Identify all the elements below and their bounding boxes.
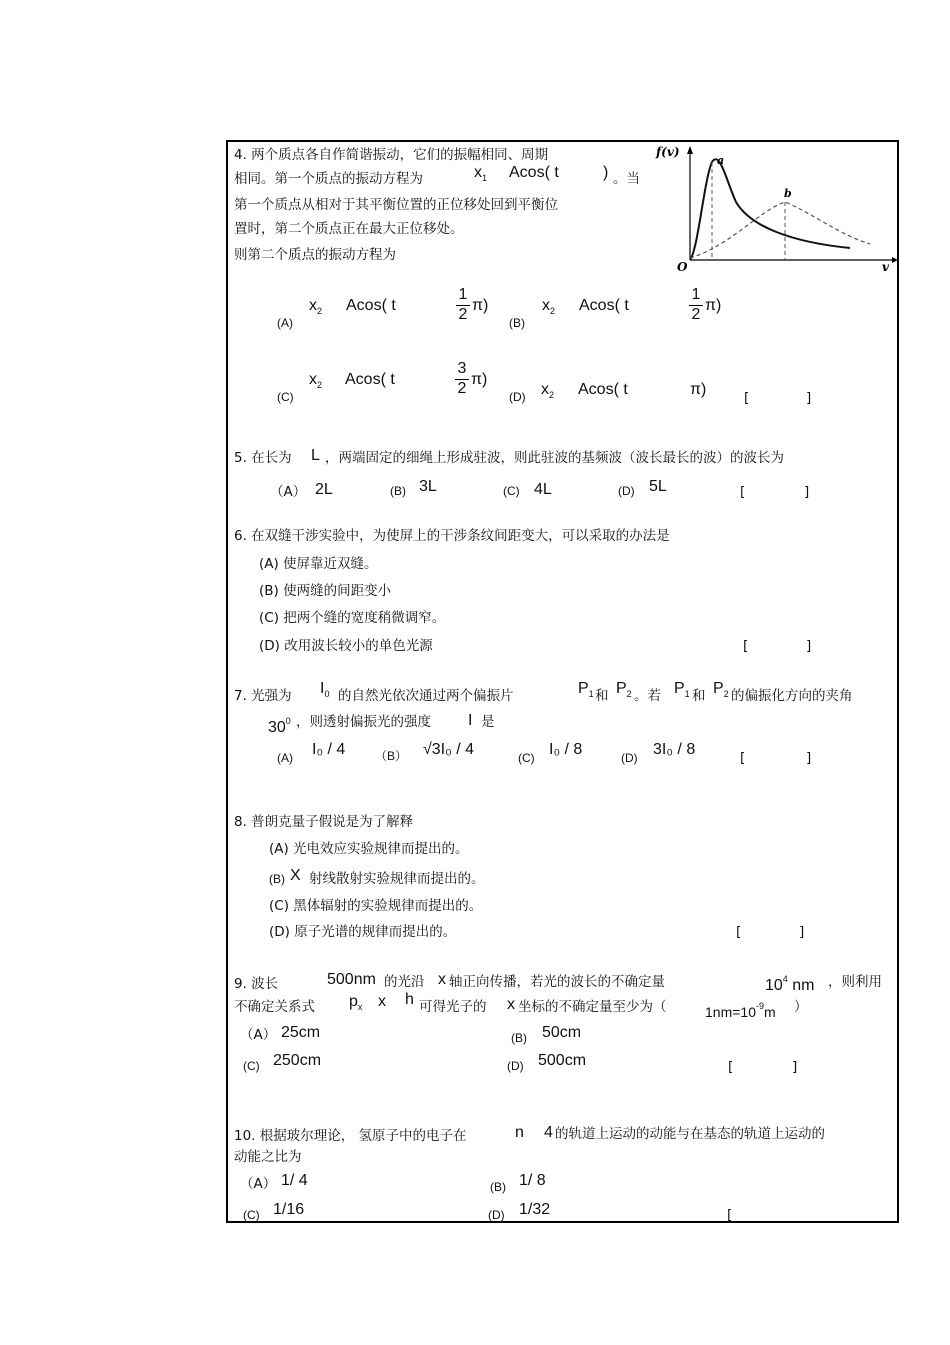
q4-eq1-tail: 。当 (613, 171, 640, 187)
q9-optD-label[interactable]: (D) (507, 1059, 524, 1073)
q8-stem: 8. 普朗克量子假说是为了解释 (234, 814, 414, 830)
q5-optC-label[interactable]: (C) (503, 484, 520, 498)
q4-answer-bracket-open: [ (744, 390, 750, 406)
q10-optD: 1/32 (519, 1201, 551, 1218)
q6-answer-bracket-close: ] (806, 638, 812, 654)
q4-line4: 置时，第二个质点正在最大正位移处。 (234, 221, 464, 237)
q7-optC-label[interactable]: (C) (518, 751, 535, 765)
q9-optA-label[interactable]: （A） (240, 1027, 277, 1043)
q4-answer-bracket-close: ] (806, 390, 812, 406)
q9-optC: 250cm (273, 1052, 322, 1069)
q4-optC-fraction: 3 2 (455, 360, 469, 399)
q7-answer-bracket-close: ] (806, 750, 812, 766)
q7-optA: I₀ / 4 (312, 741, 346, 758)
q10-optD-label[interactable]: (D) (488, 1208, 505, 1222)
q8-optB-X: X (290, 867, 301, 884)
figure-x-arrow (892, 257, 898, 263)
q8-answer-bracket-open: [ (736, 924, 742, 940)
q10-n: n (515, 1124, 524, 1141)
q5-answer-bracket-close: ] (804, 484, 810, 500)
q7-line2: ，则透射偏振光的强度 (296, 714, 431, 730)
q4-line1: 4. 两个质点各自作简谐振动，它们的振幅相同、周期 (234, 147, 549, 163)
q10-post: 的轨道上运动的动能与在基态的轨道上运动的 (555, 1126, 825, 1142)
q7-I0: $I_0$ (320, 680, 330, 700)
q7-P1b: $P_1$ (674, 680, 690, 700)
q9-answer-bracket-open: [ (728, 1059, 734, 1075)
q9-mid1: 的光沿 (384, 974, 425, 990)
q6-optB[interactable]: (B) 使两缝的间距变小 (259, 583, 392, 599)
figure-y-label: f(v) (656, 145, 680, 159)
q4-optA-fraction: 1 2 (456, 286, 470, 325)
q5-L: L (311, 447, 320, 464)
q7-optD: 3I₀ / 8 (653, 741, 696, 758)
q9-optD: 500cm (538, 1052, 587, 1069)
q8-optB-label[interactable]: (B) (269, 872, 285, 886)
q4-eq1-x: $x_1$ (474, 164, 488, 184)
q4-eq1-close: ) (603, 164, 609, 181)
q7-answer-bracket-open: [ (740, 750, 746, 766)
q9-pre: 9. 波长 (234, 976, 279, 992)
q6-stem: 6. 在双缝干涉实验中，为使屏上的干涉条纹间距变大，可以采取的办法是 (234, 528, 670, 544)
q10-optA-label[interactable]: （A） (240, 1176, 277, 1192)
q9-h: h (405, 991, 414, 1008)
q4-optB-x: $x_2$ (542, 297, 556, 317)
q9-nm-conversion: $1nm=10^{-9}m$ (705, 1001, 776, 1020)
q5-post: ，两端固定的细绳上形成驻波，则此驻波的基频波（波长最长的波）的波长为 (325, 450, 784, 466)
q4-optA-body: Acos( t (346, 297, 396, 314)
q9-optB-label[interactable]: (B) (511, 1031, 527, 1045)
q8-optA[interactable]: (A) 光电效应实验规律而提出的。 (269, 841, 469, 857)
q10-optA: 1/ 4 (281, 1172, 308, 1189)
q6-optC[interactable]: (C) 把两个缝的宽度稍微调窄。 (259, 610, 446, 626)
q9-answer-bracket-close: ] (792, 1059, 798, 1075)
q9-line2: 不确定关系式 (234, 999, 315, 1015)
q7-I: I (468, 712, 473, 729)
q4-optB-fraction: 1 2 (689, 286, 703, 325)
q7-optA-label[interactable]: (A) (277, 751, 293, 765)
q8-optC[interactable]: (C) 黑体辐射的实验规律而提出的。 (269, 898, 483, 914)
curve-b (690, 202, 870, 258)
q8-optD[interactable]: (D) 原子光谱的规律而提出的。 (269, 924, 457, 940)
figure-origin-label: O (677, 260, 688, 274)
q4-optD-pi: π) (690, 381, 707, 398)
q9-optA: 25cm (281, 1024, 321, 1041)
q5-optD-label[interactable]: (D) (618, 484, 635, 498)
q7-and2: 和 (692, 688, 706, 704)
q10-answer-bracket-open: [ (727, 1207, 733, 1223)
q7-and1: 和 (595, 688, 609, 704)
q10-optB-label[interactable]: (B) (490, 1180, 506, 1194)
q5-pre: 5. 在长为 (234, 450, 292, 466)
q4-line2: 相同。第一个质点的振动方程为 (234, 171, 423, 187)
q4-optC-pi: π) (471, 371, 488, 388)
q10-line2: 动能之比为 (234, 1149, 302, 1165)
q7-mid2: 。若 (634, 688, 661, 704)
q9-optB: 50cm (542, 1024, 582, 1041)
q10-pre: 10. 根据玻尔理论， 氢原子中的电子在 (234, 1128, 467, 1144)
q7-pre: 7. 光强为 (234, 688, 292, 704)
q10-optC: 1/16 (273, 1201, 305, 1218)
q8-optB[interactable]: 射线散射实验规律而提出的。 (309, 871, 485, 887)
q7-mid1: 的自然光依次通过两个偏振片 (338, 688, 514, 704)
q8-answer-bracket-close: ] (799, 924, 805, 940)
q7-is: 是 (481, 714, 495, 730)
q9-xx: x (378, 993, 386, 1010)
q9-mid2: 轴正向传播，若光的波长的不确定量 (449, 974, 665, 990)
q9-mid4: 坐标的不确定量至少为（ (518, 999, 667, 1015)
q5-optA-label[interactable]: （A） (270, 484, 307, 500)
q9-mid3: 可得光子的 (419, 999, 487, 1015)
q4-eq1-body: Acos( t (509, 164, 559, 181)
q4-optB-body: Acos( t (579, 297, 629, 314)
q10-optC-label[interactable]: (C) (243, 1208, 260, 1222)
q9-lambda: 500nm (327, 971, 376, 988)
q9-uncertainty: $10^4$ nm (765, 974, 815, 994)
q9-px: $p_x$ (349, 993, 363, 1013)
curve-a-label: a (717, 154, 725, 167)
q4-line5: 则第二个质点的振动方程为 (234, 247, 396, 263)
q7-optB-label[interactable]: （B） (375, 749, 408, 763)
q7-mid3: 的偏振化方向的夹角 (731, 688, 853, 704)
q4-optD-label[interactable]: (D) (509, 390, 526, 404)
figure-y-arrow (687, 146, 693, 154)
q6-optA[interactable]: (A) 使屏靠近双缝。 (259, 556, 378, 572)
q7-optC: I₀ / 8 (549, 741, 583, 758)
q4-optC-x: $x_2$ (309, 371, 323, 391)
q6-optD[interactable]: (D) 改用波长较小的单色光源 (259, 638, 433, 654)
q7-P1: $P_1$ (578, 680, 594, 700)
q9-x1: x (438, 971, 446, 988)
q10-optB: 1/ 8 (519, 1172, 546, 1189)
q9-close: ） (794, 999, 808, 1015)
q4-optB-pi: π) (705, 297, 722, 314)
q4-optD-body: Acos( t (578, 381, 628, 398)
maxwell-distribution-figure (656, 140, 898, 275)
q5-optB-label[interactable]: (B) (390, 484, 406, 498)
q7-P2: $P_2$ (616, 680, 632, 700)
q9-optC-label[interactable]: (C) (243, 1059, 260, 1073)
q4-optB-label[interactable]: (B) (509, 316, 525, 330)
q5-optB: 3L (419, 478, 437, 495)
q4-optA-label[interactable]: (A) (277, 316, 293, 330)
q4-line3: 第一个质点从相对于其平衡位置的正位移处回到平衡位 (234, 197, 558, 213)
q7-P2b: $P_2$ (713, 680, 729, 700)
q5-answer-bracket-open: [ (740, 484, 746, 500)
q4-optC-label[interactable]: (C) (277, 390, 294, 404)
curve-b-label: b (784, 187, 792, 200)
q10-four: 4 (544, 1124, 553, 1141)
q6-answer-bracket-open: [ (743, 638, 749, 654)
q7-optB: √3I₀ / 4 (423, 741, 474, 758)
q4-optD-x: $x_2$ (541, 381, 555, 401)
figure-x-label: v (882, 260, 889, 274)
q5-optA: 2L (315, 481, 333, 498)
q4-optC-body: Acos( t (345, 371, 395, 388)
q4-optA-pi: π) (472, 297, 489, 314)
q5-optD: 5L (649, 478, 667, 495)
q9-tail: ，则利用 (828, 974, 882, 990)
q4-optA-x: $x_2$ (309, 297, 323, 317)
q7-angle: $30^0$ (268, 716, 291, 736)
q9-x2: x (507, 996, 515, 1013)
q5-optC: 4L (534, 481, 552, 498)
q7-optD-label[interactable]: (D) (621, 751, 638, 765)
